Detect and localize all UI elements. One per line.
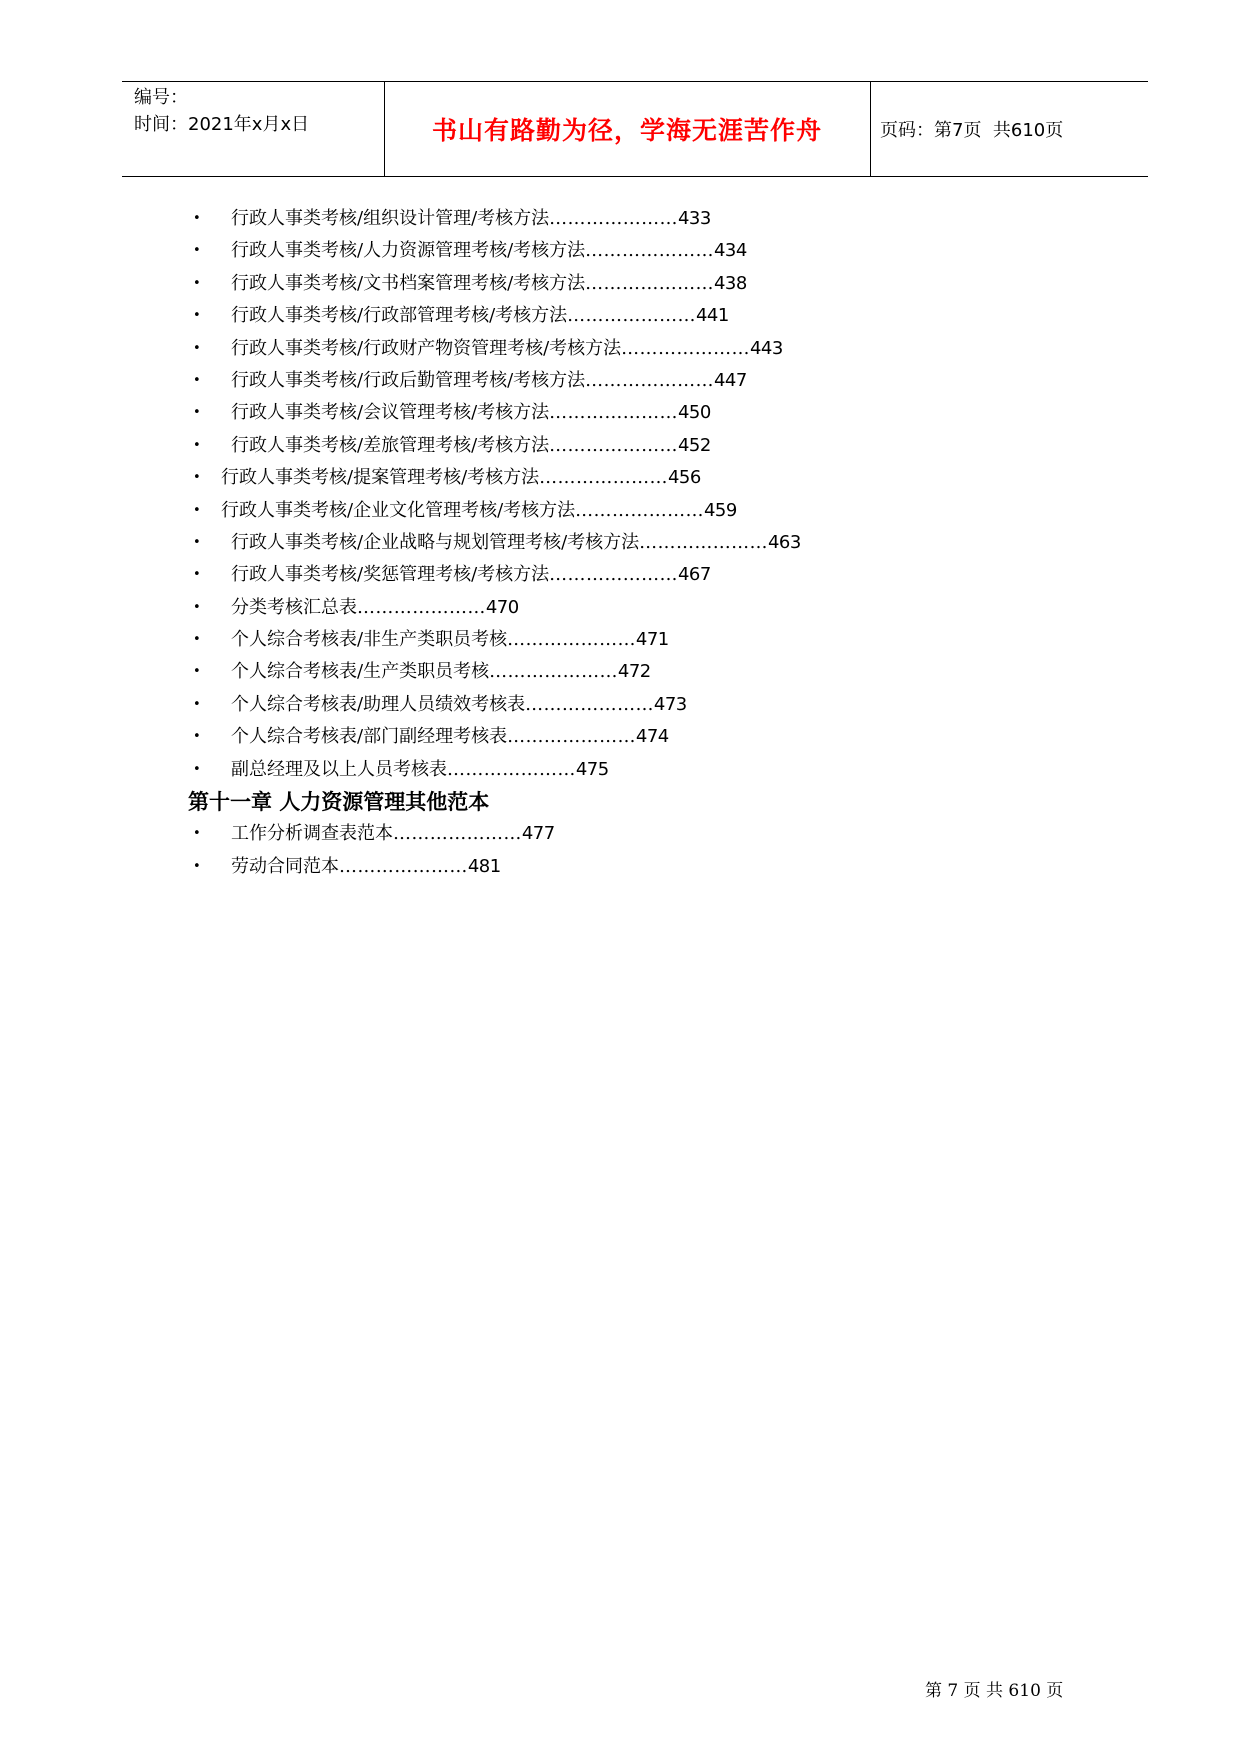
bullet-icon: •	[193, 437, 201, 453]
toc-entry	[0, 430, 1241, 462]
toc-leader-dots: …………………	[585, 272, 714, 294]
toc-leader-dots: …………………	[549, 208, 678, 229]
toc-entry-title: 副总经理及以上人员考核表	[231, 758, 447, 780]
toc-entry-title: 劳动合同范本	[231, 855, 339, 877]
toc-page-number: 456	[667, 467, 701, 489]
toc-leader-dots: …………………	[539, 467, 668, 489]
toc-leader-dots: …………………	[549, 402, 678, 424]
bullet-icon: •	[193, 340, 201, 356]
toc-entry	[0, 624, 1241, 656]
toc-leader-dots: …………………	[585, 240, 714, 262]
bullet-icon: •	[193, 858, 201, 874]
toc-entry	[0, 721, 1241, 753]
toc-page-number: 471	[635, 629, 669, 651]
doc-number-label: 编号：	[134, 87, 188, 108]
toc-page-number: 434	[713, 240, 747, 262]
toc-entry	[0, 851, 1241, 883]
toc-entry-title: 行政人事类考核/人力资源管理考核/考核方法	[231, 240, 586, 262]
toc-leader-dots: …………………	[357, 596, 486, 618]
toc-page-number: 443	[749, 337, 783, 359]
toc-leader-dots: …………………	[567, 305, 696, 327]
bullet-icon: •	[193, 696, 201, 712]
toc-entry	[0, 365, 1241, 397]
bullet-icon: •	[193, 729, 201, 745]
toc-entry-line	[231, 818, 555, 850]
toc-page-number: 433	[677, 208, 711, 229]
bullet-icon: •	[193, 211, 201, 226]
toc-entry-line	[231, 203, 711, 235]
toc-leader-dots: …………………	[507, 726, 636, 748]
toc-entry-title: 个人综合考核表/非生产类职员考核	[231, 629, 508, 651]
toc-entry-title: 个人综合考核表/助理人员绩效考核表	[231, 693, 526, 715]
toc-page-number: 475	[575, 758, 609, 780]
header-motto: 书山有路勤为径，学海无涯苦作舟	[431, 116, 822, 145]
toc-leader-dots: …………………	[585, 369, 714, 391]
table-of-contents	[0, 203, 1241, 883]
toc-page-number: 477	[521, 823, 555, 845]
toc-leader-dots: …………………	[489, 661, 618, 683]
toc-page-number: 452	[677, 434, 711, 456]
toc-page-number: 463	[767, 531, 801, 553]
toc-leader-dots: …………………	[639, 531, 768, 553]
toc-leader-dots: …………………	[621, 337, 750, 359]
toc-leader-dots: …………………	[549, 564, 678, 586]
bullet-icon: •	[193, 470, 201, 486]
toc-entry-line	[231, 721, 669, 753]
toc-leader-dots: …………………	[447, 758, 576, 780]
toc-entry-line	[231, 592, 519, 624]
chapter-heading	[0, 786, 1241, 818]
toc-entry	[0, 333, 1241, 365]
toc-entry-title: 行政人事类考核/企业文化管理考核/考核方法	[221, 499, 576, 521]
toc-page-number: 441	[695, 305, 729, 327]
toc-entry-title: 个人综合考核表/部门副经理考核表	[231, 726, 508, 748]
toc-entry-line	[231, 656, 651, 688]
header-meta	[134, 84, 309, 138]
toc-entry-line	[221, 462, 701, 494]
bullet-icon: •	[193, 567, 201, 583]
toc-entry-title: 行政人事类考核/行政财产物资管理考核/考核方法	[231, 337, 622, 359]
bullet-icon: •	[193, 761, 201, 777]
toc-leader-dots: …………………	[549, 434, 678, 456]
toc-entry	[0, 559, 1241, 591]
toc-entry-title: 工作分析调查表范本	[231, 823, 393, 845]
toc-page-number: 472	[617, 661, 651, 683]
toc-page-number: 467	[677, 564, 711, 586]
toc-entry	[0, 656, 1241, 688]
toc-leader-dots: …………………	[393, 823, 522, 845]
toc-leader-dots: …………………	[339, 855, 468, 877]
toc-entry-line	[231, 689, 687, 721]
toc-page-number: 474	[635, 726, 669, 748]
toc-page-number: 438	[713, 272, 747, 294]
toc-entry-line	[231, 235, 747, 267]
toc-page-number: 447	[713, 369, 747, 391]
toc-entry-title: 行政人事类考核/行政部管理考核/考核方法	[231, 305, 568, 327]
bullet-icon: •	[193, 372, 201, 388]
toc-entry	[0, 754, 1241, 786]
toc-page-number: 450	[677, 402, 711, 424]
toc-leader-dots: …………………	[507, 629, 636, 651]
bullet-icon: •	[193, 534, 201, 550]
bullet-icon: •	[193, 599, 201, 615]
toc-entry-title: 行政人事类考核/文书档案管理考核/考核方法	[231, 272, 586, 294]
bullet-icon: •	[193, 632, 201, 648]
toc-entry-title: 个人综合考核表/生产类职员考核	[231, 661, 490, 683]
toc-entry	[0, 495, 1241, 527]
toc-entry	[0, 592, 1241, 624]
toc-entry-title: 行政人事类考核/奖惩管理考核/考核方法	[231, 564, 550, 586]
toc-entry-title: 分类考核汇总表	[231, 596, 357, 618]
toc-entry	[0, 300, 1241, 332]
toc-entry-title: 行政人事类考核/会议管理考核/考核方法	[231, 402, 550, 424]
toc-entry-title: 行政人事类考核/差旅管理考核/考核方法	[231, 434, 550, 456]
toc-entry	[0, 527, 1241, 559]
toc-entry-title: 行政人事类考核/组织设计管理/考核方法	[231, 208, 550, 229]
toc-entry	[0, 268, 1241, 300]
document-header	[122, 81, 1148, 177]
toc-page-number: 481	[467, 855, 501, 877]
header-divider	[870, 82, 871, 176]
bullet-icon: •	[193, 502, 201, 518]
bullet-icon: •	[193, 405, 201, 421]
toc-leader-dots: …………………	[525, 693, 654, 715]
toc-entry-line	[231, 333, 783, 365]
toc-entry	[0, 397, 1241, 429]
toc-entry	[0, 203, 1241, 235]
toc-page-number: 470	[485, 596, 519, 618]
page-footer: 第 7 页 共 610 页	[925, 1681, 1064, 1701]
toc-entry-line	[231, 754, 609, 786]
toc-leader-dots: …………………	[575, 499, 704, 521]
toc-entry-title: 行政人事类考核/提案管理考核/考核方法	[221, 467, 540, 489]
toc-entry-title: 行政人事类考核/行政后勤管理考核/考核方法	[231, 369, 586, 391]
toc-entry-line	[231, 268, 747, 300]
toc-entry	[0, 689, 1241, 721]
toc-entry-title: 行政人事类考核/企业战略与规划管理考核/考核方法	[231, 531, 640, 553]
toc-entry-line	[231, 851, 501, 883]
bullet-icon: •	[193, 664, 201, 680]
chapter-heading-text: 第十一章 人力资源管理其他范本	[188, 790, 490, 815]
doc-time-label: 时间：2021年x月x日	[134, 114, 310, 135]
toc-entry	[0, 235, 1241, 267]
toc-entry-line	[231, 624, 669, 656]
bullet-icon: •	[193, 275, 201, 291]
bullet-icon: •	[193, 826, 201, 842]
toc-entry-line	[221, 495, 737, 527]
bullet-icon: •	[193, 243, 201, 259]
toc-page-number: 473	[653, 693, 687, 715]
toc-entry-line	[231, 527, 801, 559]
toc-entry-line	[231, 430, 711, 462]
toc-entry-line	[231, 300, 729, 332]
header-page-info: 页码：第7页 共610页	[880, 120, 1064, 141]
toc-entry	[0, 818, 1241, 850]
bullet-icon: •	[193, 308, 201, 324]
toc-page-number: 459	[703, 499, 737, 521]
toc-entry	[0, 462, 1241, 494]
toc-entry-line	[231, 397, 711, 429]
toc-entry-line	[231, 365, 747, 397]
toc-entry-line	[231, 559, 711, 591]
